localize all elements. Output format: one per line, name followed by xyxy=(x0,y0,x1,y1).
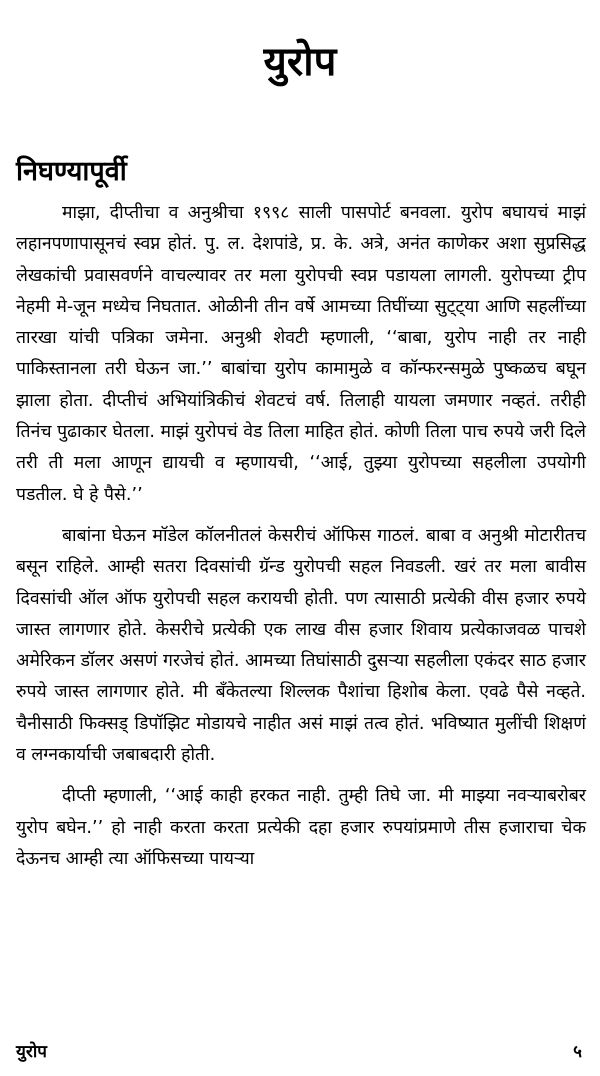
body-text xyxy=(16,198,586,885)
paragraph-1: माझा, दीप्तीचा व अनुश्रीचा १९९८ साली पासपोर्ट बनवला. युरोप बघायचं माझं लहानपणापासूनचं स्वप्न होतं. पु. ल. देशपांडे, प्र. के. अत्रे, अनंत काणेकर अशा सुप्रसिद्ध लेखकांची प्रवासवर्णने वाचल्यावर तर मला युरोपची स्वप्न पडायला लागली. युरोपच्या ट्रीप नेहमी मे-जून मध्येच निघतात. ओळीनी तीन वर्षे आमच्या तिघींच्या सुट्ट्या आणि सहलींच्या तारखा यांची पत्रिका जमेना. अनुश्री शेवटी म्हणाली, ‘‘बाबा, युरोप नाही तर नाही पाकिस्तानला तरी घेऊन जा.’’ बाबांचा युरोप कामामुळे व कॉन्फरन्समुळे पुष्कळच बघून झाला होता. दीप्तीचं अभियांत्रिकीचं शेवटचं वर्ष. तिलाही यायला जमणार नव्हतं. तरीही तिनंच पुढाकार घेतला. माझं युरोपचं वेड तिला माहित होतं. कोणी तिला पाच रुपये जरी दिले तरी ती मला आणून द्यायची व म्हणायची, ‘‘आई, तुझ्या युरोपच्या सहलीला उपयोगी पडतील. घे हे पैसे.’’ xyxy=(16,203,586,505)
paragraph-3: दीप्ती म्हणाली, ‘‘आई काही हरकत नाही. तुम्ही तिघे जा. मी माझ्या नवऱ्याबरोबर युरोप बघेन.’’ हो नाही करता करता प्रत्येकी दहा हजार रुपयांप्रमाणे तीस हजाराचा चेक देऊनच आम्ही त्या ऑफिसच्या पायऱ्या xyxy=(16,786,586,869)
page-title: युरोप xyxy=(263,39,337,85)
running-title: युरोप xyxy=(16,1042,47,1062)
page-number: ५ xyxy=(573,1042,582,1062)
section-heading: निघण्यापूर्वी xyxy=(16,156,127,187)
paragraph-2: बाबांना घेऊन मॉडेल कॉलनीतलं केसरीचं ऑफिस गाठलं. बाबा व अनुश्री मोटारीतच बसून राहिले. आम्ही सतरा दिवसांची ग्रॅन्ड युरोपची सहल निवडली. खरं तर मला बावीस दिवसांची ऑल ऑफ युरोपची सहल करायची होती. पण त्यासाठी प्रत्येकी वीस हजार रुपये जास्त लागणार होते. केसरीचे प्रत्येकी एक लाख वीस हजार शिवाय प्रत्येकाजवळ पाचशे अमेरिकन डॉलर असणं गरजेचं होतं. आमच्या तिघांसाठी दुसऱ्या सहलीला एकंदर साठ हजार रुपये जास्त लागणार होते. मी बँकेतल्या शिल्लक पैशांचा हिशोब केला. एवढे पैसे नव्हते. चैनीसाठी फिक्सड् डिपॉझिट मोडायचे नाहीत असं माझं तत्व होतं. भविष्यात मुलींची शिक्षणं व लग्नकार्याची जबाबदारी होती. xyxy=(16,525,586,766)
